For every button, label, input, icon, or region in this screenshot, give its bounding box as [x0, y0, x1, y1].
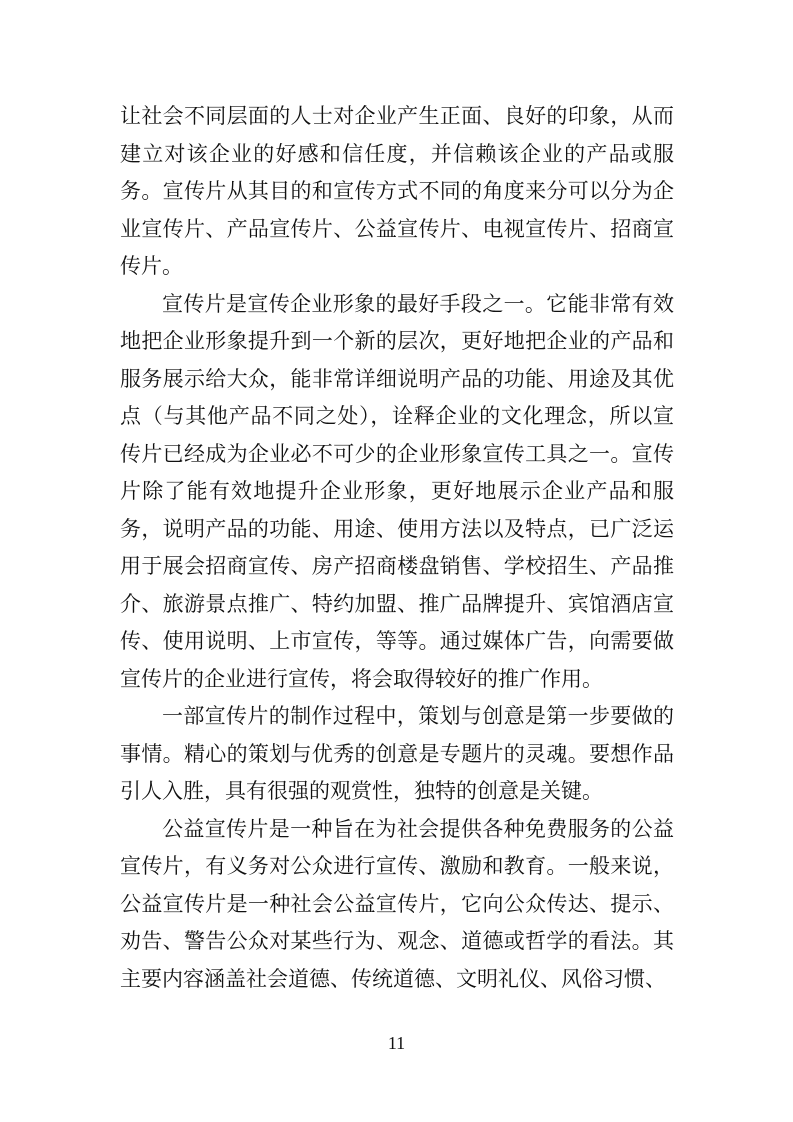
- paragraph-4: 公益宣传片是一种旨在为社会提供各种免费服务的公益宣传片，有义务对公众进行宣传、激励和教育。一般来说，公益宣传片是一种社会公益宣传片，它向公众传达、提示、劝告、警告公众对某些行为、观念、道德或哲学的看法。其主要内容涵盖社会道德、传统道德、文明礼仪、风俗习惯、: [120, 816, 674, 991]
- body-text: [120, 98, 674, 998]
- paragraph-3: 一部宣传片的制作过程中，策划与创意是第一步要做的事情。精心的策划与优秀的创意是专题片的灵魂。要想作品引人入胜，具有很强的观赏性，独特的创意是关键。: [120, 704, 674, 803]
- paragraph-1: 让社会不同层面的人士对企业产生正面、良好的印象，从而建立对该企业的好感和信任度，并信赖该企业的产品或服务。宣传片从其目的和宣传方式不同的角度来分可以分为企业宣传片、产品宣传片、公益宣传片、电视宣传片、招商宣传片。: [120, 104, 674, 278]
- page-number: 11: [387, 1033, 406, 1053]
- paragraph-2: 宣传片是宣传企业形象的最好手段之一。它能非常有效地把企业形象提升到一个新的层次，更好地把企业的产品和服务展示给大众，能非常详细说明产品的功能、用途及其优点（与其他产品不同之处），诠释企业的文化理念，所以宣传片已经成为企业必不可少的企业形象宣传工具之一。宣传片除了能有效地提升企业形象，更好地展示企业产品和服务，说明产品的功能、用途、使用方法以及特点，已广泛运用于展会招商宣传、房产招商楼盘销售、学校招生、产品推介、旅游景点推广、特约加盟、推广品牌提升、宾馆酒店宣传、使用说明、上市宣传，等等。通过媒体广告，向需要做宣传片的企业进行宣传，将会取得较好的推广作用。: [120, 291, 674, 691]
